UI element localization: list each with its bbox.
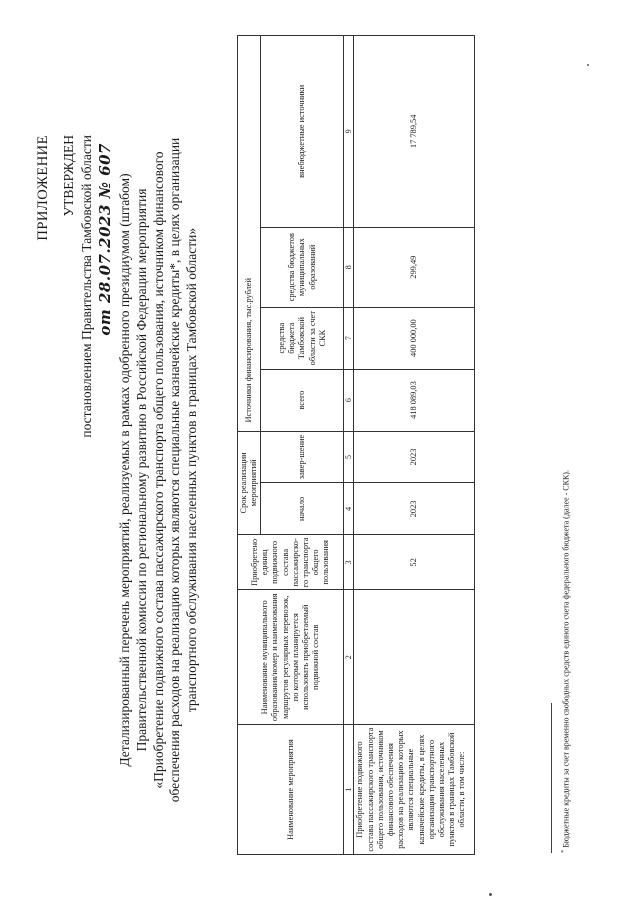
column-number-row: [344, 36, 354, 855]
approved-label: УТВЕРЖДЕН: [61, 135, 76, 217]
approval-header: [35, 135, 114, 905]
title-line: транспортного обслуживания населенных пунктов в границах Тамбовской области»: [184, 227, 200, 713]
scan-speck: [587, 64, 589, 66]
row-units: 52: [354, 535, 475, 590]
column-number: 2: [344, 590, 354, 725]
title-line: Детализированный перечень мероприятий, реализуемых в рамках одобренного президиумом (штабом): [117, 173, 132, 767]
measures-table: [237, 35, 475, 855]
table-row: [354, 36, 475, 855]
header-activity-name: Наименование мероприятия: [238, 725, 344, 855]
column-number: 3: [344, 535, 354, 590]
column-number: 4: [344, 483, 354, 535]
row-fin-offbudget: 17 789,54: [354, 36, 475, 228]
scan-speck: [489, 893, 492, 896]
header-term-group: Срок реализации мероприятий: [238, 431, 261, 535]
column-number: 7: [344, 307, 354, 369]
header-fin-offbudget: внебюджетные источники: [261, 36, 344, 228]
header-term-end: завер-шение: [261, 431, 344, 483]
decree-date-number: от 28.07.2023 № 607: [96, 143, 114, 336]
row-fin-regional: 400 000,00: [354, 307, 475, 369]
footnote-divider: [551, 703, 552, 853]
header-financing-group: Источники финансирования, тыс.рублей: [238, 36, 261, 432]
title-line: «Приобретение подвижного состава пассажирского транспорта общего пользования, источником финансового: [150, 151, 166, 789]
column-number: 9: [344, 36, 354, 228]
title-line: обеспечения расходов на реализацию которых являются специальные казначейские кредиты*, в целях организации: [167, 137, 183, 803]
title-line: Правительственной комиссии по региональному развитию в Российской Федерации мероприятия: [133, 188, 149, 752]
footnote-text: Бюджетные кредиты за счет временно свободных средств единого счета федерального бюджета (далее - СКК).: [561, 470, 571, 848]
document-title: [117, 90, 201, 850]
footnote: [559, 470, 572, 853]
header-units: Приобретено единиц подвижного состава пассажирско-го транспорта общего пользования: [238, 535, 344, 590]
column-number: 8: [344, 227, 354, 307]
header-municipality: Наименование муниципального образования/номер и наименования маршрутов регулярных перевозок, по которым планируется использовать приобретаемый подвижной состав: [238, 590, 344, 725]
row-activity-name: Приобретение подвижного состава пассажирского транспорта общего пользования, источником финансового обеспечения расходов на реализацию которых являются специальные казначейские кредиты, в целях организации транспортного обслуживания населенных пунктов в границах Тамбовской области, в том числе:: [354, 725, 475, 855]
row-municipality: [354, 590, 475, 725]
row-fin-municipal: 299,49: [354, 227, 475, 307]
row-fin-total: 418 089,03: [354, 369, 475, 431]
header-row: [238, 36, 261, 855]
row-end-year: 2023: [354, 431, 475, 483]
row-start-year: 2023: [354, 483, 475, 535]
footnote-mark: *: [560, 849, 567, 853]
header-fin-municipal: средства бюджетов муниципальных образований: [261, 227, 344, 307]
column-number: 6: [344, 369, 354, 431]
appendix-label: ПРИЛОЖЕНИЕ: [35, 135, 51, 241]
header-fin-regional: средства бюджета Тамбовской области за счет СКК: [261, 307, 344, 369]
header-fin-total: всего: [261, 369, 344, 431]
decree-text: постановлением Правительства Тамбовской области: [79, 135, 94, 438]
column-number: 5: [344, 431, 354, 483]
header-term-start: начало: [261, 483, 344, 535]
column-number: 1: [344, 725, 354, 855]
